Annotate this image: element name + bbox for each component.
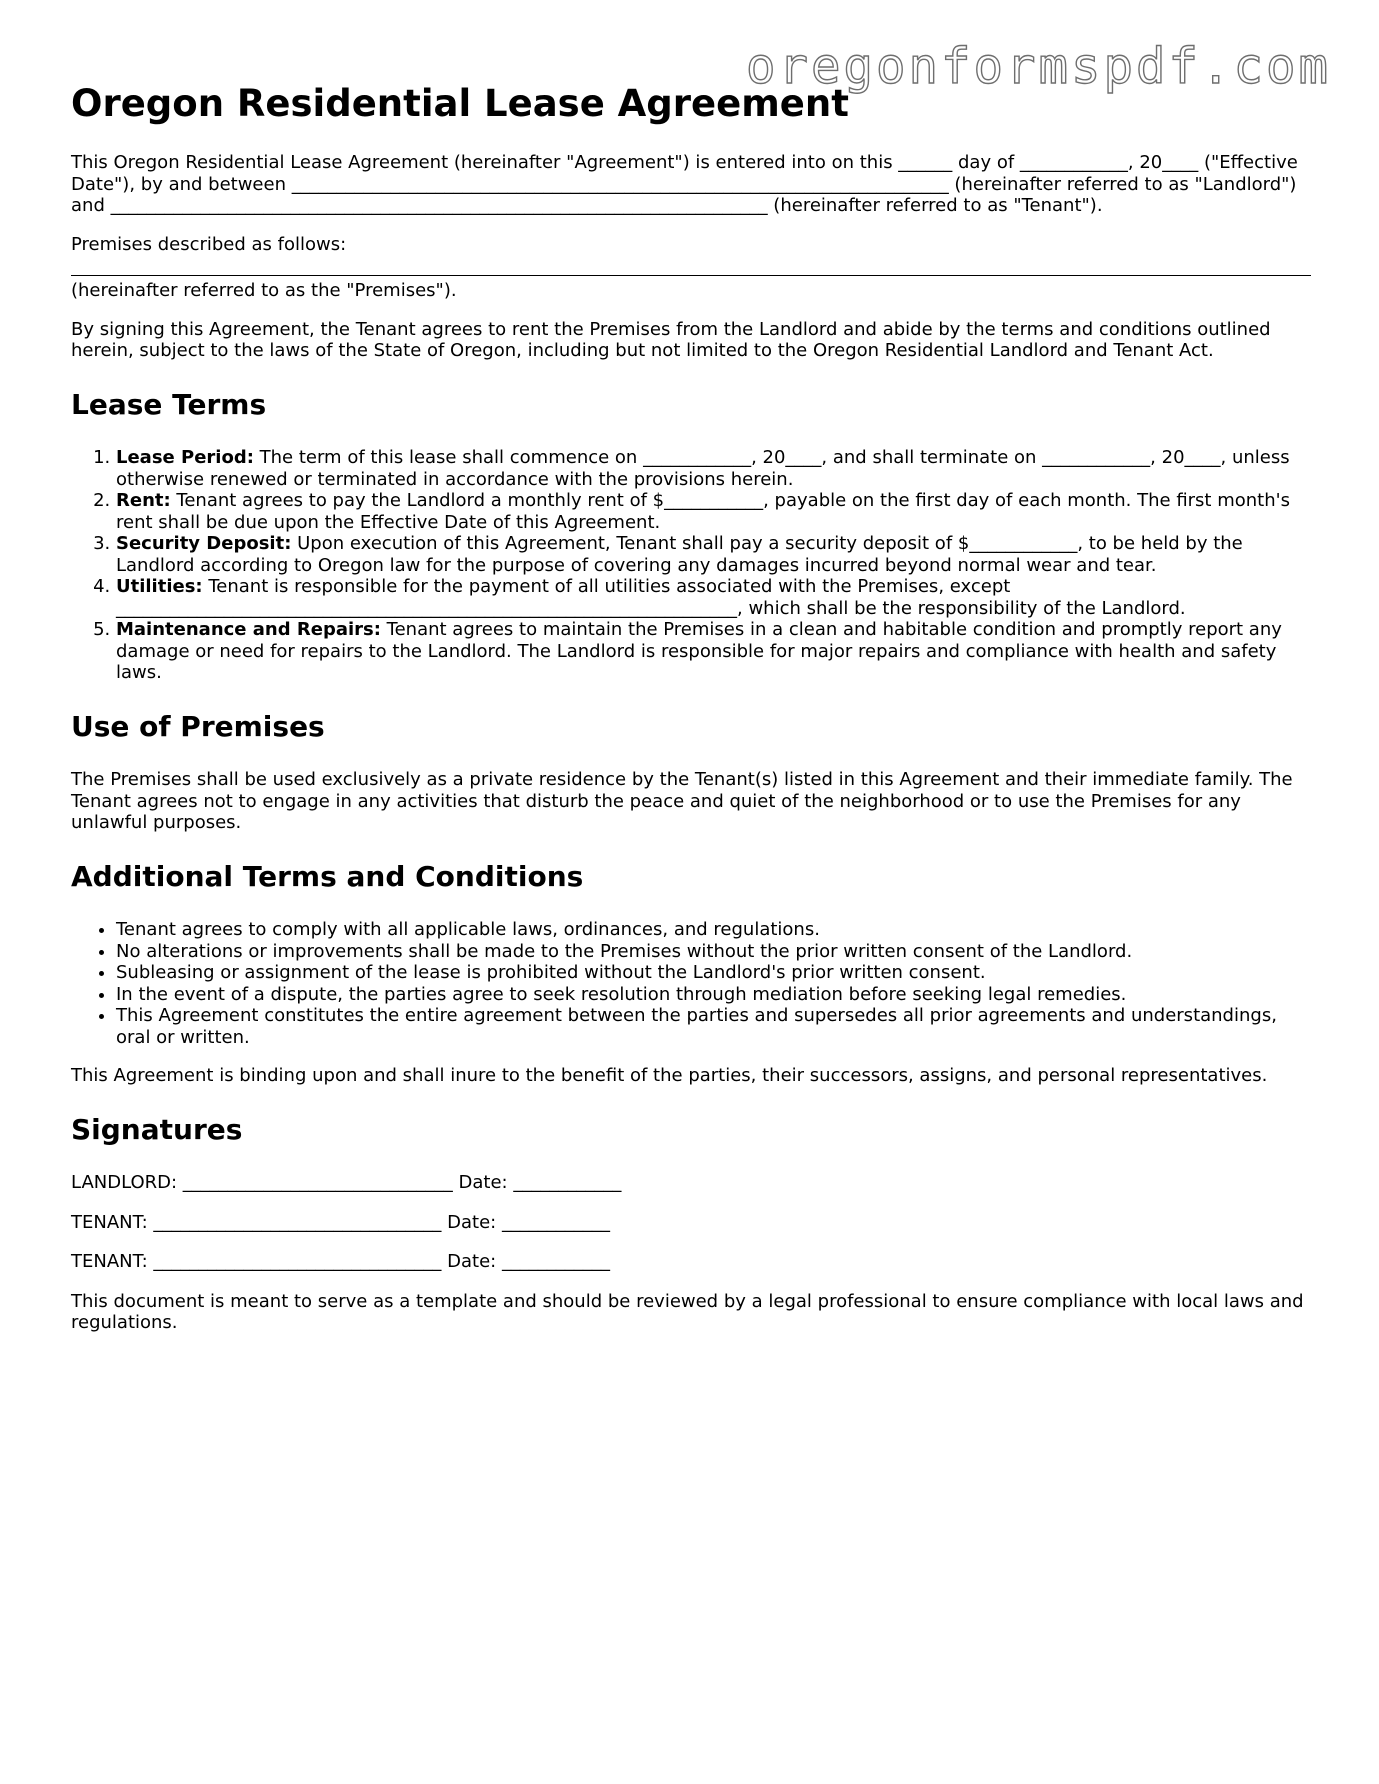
intro-paragraph: This Oregon Residential Lease Agreement (hereinafter "Agreement") is entered into on this ______ day of ____________, 20____ ("Effective Date"), by and between _________________________________________________________________________ (hereinafter referred to as "Landlord") and _________________________________________________________________________ (hereinafter referred to as "Tenant"). [71, 152, 1298, 216]
list-item: • This Agreement constitutes the entire agreement between the parties and supersedes all prior agreements and understandings, oral or written. [116, 1005, 1311, 1048]
document-body [71, 152, 1311, 1351]
premises-block [71, 234, 1311, 302]
list-item: 5. Maintenance and Repairs: Tenant agrees to maintain the Premises in a clean and habitable condition and promptly report any damage or need for repairs to the Landlord. The Landlord is responsible for major repairs and compliance with health and safety laws. [116, 619, 1311, 684]
lease-terms-list [71, 447, 1311, 684]
landlord-signature-line: LANDLORD: ______________________________ Date: ____________ [71, 1172, 622, 1194]
disclaimer-paragraph: This document is meant to serve as a template and should be reviewed by a legal professional to ensure compliance with local laws and regulations. [71, 1290, 1304, 1334]
document-title: Oregon Residential Lease Agreement [71, 82, 849, 125]
tenant-signature-line: TENANT: ________________________________ Date: ____________ [71, 1251, 610, 1273]
premises-label: Premises described as follows: [71, 233, 347, 255]
list-item: • Tenant agrees to comply with all applicable laws, ordinances, and regulations. [116, 919, 1311, 941]
heading-additional-terms: Additional Terms and Conditions [71, 859, 584, 893]
heading-signatures: Signatures [71, 1112, 243, 1146]
list-item: 1. Lease Period: The term of this lease shall commence on ____________, 20____, and shall terminate on ____________, 20____, unless otherwise renewed or terminated in accordance with the provisions herein. [116, 447, 1311, 490]
premises-after: (hereinafter referred to as the "Premises"). [71, 280, 457, 301]
list-item: 3. Security Deposit: Upon execution of this Agreement, Tenant shall pay a security deposit of $____________, to be held by the Landlord according to Oregon law for the purpose of covering any damages incurred beyond normal wear and tear. [116, 533, 1311, 576]
list-item: • Subleasing or assignment of the lease is prohibited without the Landlord's prior written consent. [116, 962, 1311, 984]
heading-lease-terms: Lease Terms [71, 387, 267, 421]
list-item: • In the event of a dispute, the parties agree to seek resolution through mediation before seeking legal remedies. [116, 984, 1311, 1006]
premises-blank-line [71, 258, 1311, 276]
binding-paragraph: This Agreement is binding upon and shall inure to the benefit of the parties, their successors, assigns, and personal representatives. [71, 1065, 1268, 1087]
additional-terms-list [71, 919, 1311, 1048]
use-paragraph: The Premises shall be used exclusively as a private residence by the Tenant(s) listed in this Agreement and their immediate family. The Tenant agrees not to engage in any activities that disturb the peace and quiet of the neighborhood or to use the Premises for any unlawful purposes. [71, 769, 1293, 834]
watermark: oregonformspdf.com [745, 38, 1331, 95]
heading-use-of-premises: Use of Premises [71, 709, 325, 743]
list-item: • No alterations or improvements shall be made to the Premises without the prior written consent of the Landlord. [116, 941, 1311, 963]
list-item: 4. Utilities: Tenant is responsible for the payment of all utilities associated with the Premises, except _____________________________________________________________________, which shall be the responsibility of the Landlord. [116, 576, 1311, 619]
list-item: 2. Rent: Tenant agrees to pay the Landlord a monthly rent of $___________, payable on the first day of each month. The first month's rent shall be due upon the Effective Date of this Agreement. [116, 490, 1311, 533]
tenant-signature-line: TENANT: ________________________________ Date: ____________ [71, 1211, 610, 1233]
signing-paragraph: By signing this Agreement, the Tenant agrees to rent the Premises from the Landlord and abide by the terms and conditions outlined herein, subject to the laws of the State of Oregon, including but not limited to the Oregon Residential Landlord and Tenant Act. [71, 318, 1271, 361]
